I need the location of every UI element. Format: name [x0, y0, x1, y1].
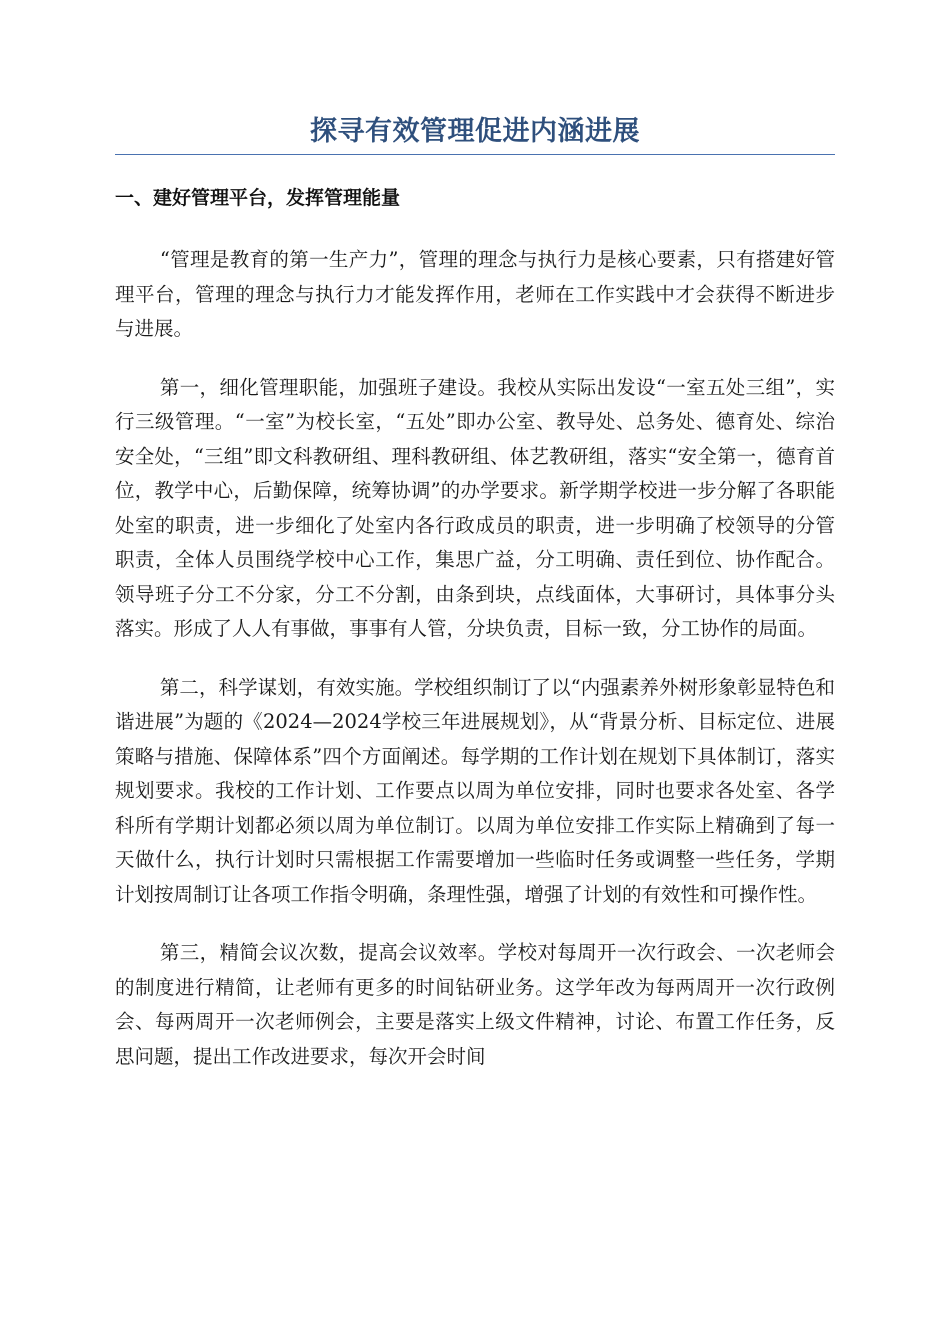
paragraph-first: 第一，细化管理职能，加强班子建设。我校从实际出发设“一室五处三组”，实行三级管理。“一室”为校长室，“五处”即办公室、教导处、总务处、德育处、综治安全处，“三组”即文科教研组、理科教研组、体艺教研组，落实“安全第一，德育首位，教学中心，后勤保障，统筹协调”的办学要求。新学期学校进一步分解了各职能处室的职责，进一步细化了处室内各行政成员的职责，进一步明确了校领导的分管职责，全体人员围绕学校中心工作，集思广益，分工明确、责任到位、协作配合。领导班子分工不分家，分工不分割，由条到块，点线面体，大事研讨，具体事分头落实。形成了人人有事做，事事有人管，分块负责，目标一致，分工协作的局面。	[115, 375, 835, 640]
section-heading: 一、建好管理平台，发挥管理能量	[115, 187, 401, 209]
paragraph-second: 第二，科学谋划，有效实施。学校组织制订了以“内强素养外树形象彰显特色和谐进展”为题的《2024—2024学校三年进展规划》，从“背景分析、目标定位、进展策略与措施、保障体系”四个方面阐述。每学期的工作计划在规划下具体制订，落实规划要求。我校的工作计划、工作要点以周为单位安排，同时也要求各处室、各学科所有学期计划都必须以周为单位制订。以周为单位安排工作实际上精确到了每一天做什么，执行计划时只需根据工作需要增加一些临时任务或调整一些任务，学期计划按周制订让各项工作指令明确，条理性强，增强了计划的有效性和可操作性。	[115, 675, 835, 906]
paragraph-intro: “管理是教育的第一生产力”，管理的理念与执行力是核心要素，只有搭建好管理平台，管理的理念与执行力才能发挥作用，老师在工作实践中才会获得不断进步与进展。	[115, 248, 835, 340]
document-title: 探寻有效管理促进内涵进展	[310, 116, 640, 147]
paragraph-third: 第三，精简会议次数，提高会议效率。学校对每周开一次行政会、一次老师会的制度进行精简，让老师有更多的时间钻研业务。这学年改为每两周开一次行政例会、每两周开一次老师例会，主要是落实上级文件精神，讨论、布置工作任务，反思问题，提出工作改进要求，每次开会时间	[115, 941, 835, 1068]
document-page	[115, 112, 835, 1074]
title-underline	[115, 154, 835, 155]
